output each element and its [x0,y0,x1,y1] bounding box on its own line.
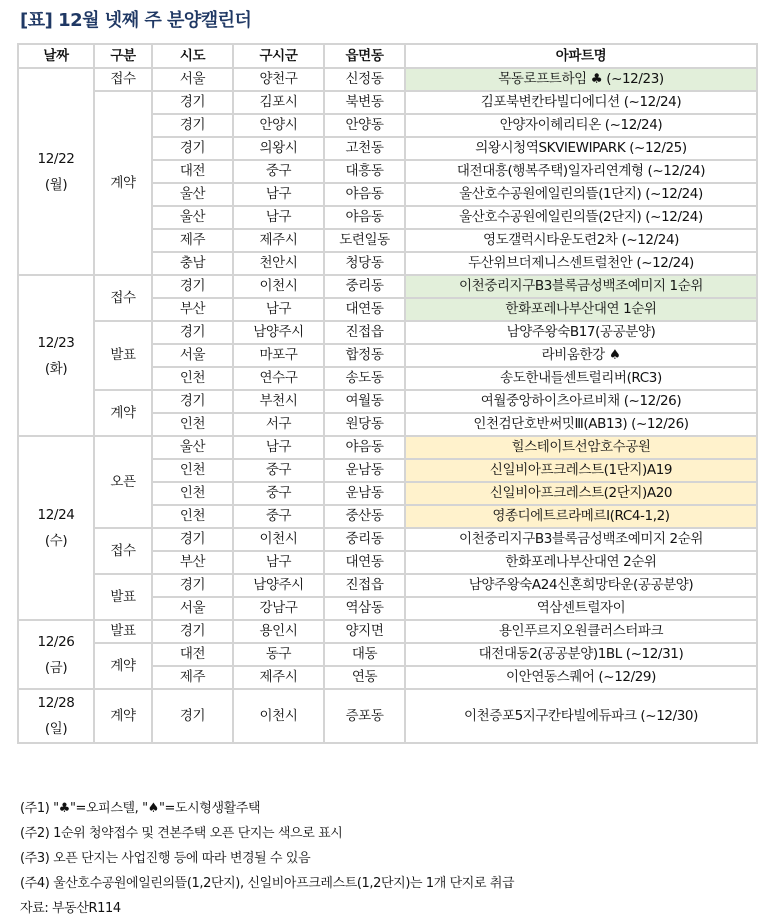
date-label: 12/28 [37,695,75,711]
category-cell: 계약 [94,390,152,436]
sigungu-cell: 남구 [233,551,324,574]
sido-cell: 경기 [152,137,233,160]
sido-cell: 부산 [152,551,233,574]
column-header: 구시군 [233,44,324,68]
sigungu-cell: 이천시 [233,689,324,743]
footnote: (주3) 오픈 단지는 사업진행 등에 따라 변경될 수 있음 [20,851,311,866]
sigungu-cell: 서구 [233,413,324,436]
sido-cell: 인천 [152,482,233,505]
sido-cell: 서울 [152,597,233,620]
column-header: 날짜 [18,44,94,68]
dong-cell: 중산동 [324,505,405,528]
weekday-label: (수) [44,533,68,549]
dong-cell: 원당동 [324,413,405,436]
apartment-name-cell: 이천중리지구B3블록금성백조예미지 1순위 [405,275,757,298]
column-header: 아파트명 [405,44,757,68]
sigungu-cell: 김포시 [233,91,324,114]
dong-cell: 운남동 [324,482,405,505]
apartment-name-cell: 힐스테이트선암호수공원 [405,436,757,459]
dong-cell: 대동 [324,643,405,666]
dong-cell: 청당동 [324,252,405,275]
sigungu-cell: 안양시 [233,114,324,137]
table-row [18,643,757,666]
apartment-name-cell: 두산위브더제니스센트럴천안 (~12/24) [405,252,757,275]
dong-cell: 안양동 [324,114,405,137]
apartment-name-cell: 역삼센트럴자이 [405,597,757,620]
apartment-name-cell: 의왕시청역SKVIEWIPARK (~12/25) [405,137,757,160]
sido-cell: 경기 [152,275,233,298]
date-cell [18,68,94,275]
dong-cell: 송도동 [324,367,405,390]
sido-cell: 경기 [152,620,233,643]
sido-cell: 대전 [152,643,233,666]
footnote: (주1) "♣"=오피스텔, "♠"=도시형생활주택 [20,801,261,816]
date-cell [18,275,94,436]
apartment-name-cell: 대전대동2(공공분양)1BL (~12/31) [405,643,757,666]
dong-cell: 야음동 [324,436,405,459]
sido-cell: 경기 [152,390,233,413]
dong-cell: 양지면 [324,620,405,643]
date-cell [18,620,94,689]
sido-cell: 경기 [152,91,233,114]
apartment-name-cell: 안양자이헤리티온 (~12/24) [405,114,757,137]
dong-cell: 대흥동 [324,160,405,183]
table-row [18,528,757,551]
sido-cell: 경기 [152,321,233,344]
apartment-name-cell: 송도한내들센트럴리버(RC3) [405,367,757,390]
header-row [18,44,757,68]
apartment-name-cell: 신일비아프크레스트(2단지)A20 [405,482,757,505]
sigungu-cell: 강남구 [233,597,324,620]
footnote: (주4) 울산호수공원에일린의뜰(1,2단지), 신일비아프크레스트(1,2단지)는 1개 단지로 취급 [20,876,515,891]
category-cell: 접수 [94,528,152,574]
date-label: 12/22 [37,150,75,167]
sido-cell: 경기 [152,114,233,137]
apartment-name-cell: 남양주왕숙A24신혼희망타운(공공분양) [405,574,757,597]
category-cell: 발표 [94,574,152,620]
sido-cell: 울산 [152,206,233,229]
table-row [18,275,757,298]
source-note: 자료: 부동산R114 [20,901,121,916]
sido-cell: 인천 [152,367,233,390]
sigungu-cell: 용인시 [233,620,324,643]
dong-cell: 야음동 [324,206,405,229]
apartment-name-cell: 용인푸르지오원클러스터파크 [405,620,757,643]
dong-cell: 중리동 [324,528,405,551]
sido-cell: 경기 [152,689,233,743]
sido-cell: 제주 [152,666,233,689]
category-cell: 접수 [94,275,152,321]
sigungu-cell: 남구 [233,206,324,229]
column-header: 구분 [94,44,152,68]
sido-cell: 인천 [152,459,233,482]
category-cell: 오픈 [94,436,152,528]
dong-cell: 진접읍 [324,574,405,597]
dong-cell: 여월동 [324,390,405,413]
sigungu-cell: 동구 [233,643,324,666]
column-header: 시도 [152,44,233,68]
sido-cell: 인천 [152,413,233,436]
date-label: 12/23 [37,334,75,351]
footnotes [20,796,514,921]
sido-cell: 경기 [152,574,233,597]
apartment-name-cell: 인천검단호반써밋Ⅲ(AB13) (~12/26) [405,413,757,436]
sido-cell: 서울 [152,68,233,91]
category-cell: 발표 [94,620,152,643]
sido-cell: 인천 [152,505,233,528]
apartment-name-cell: 이천중리지구B3블록금성백조예미지 2순위 [405,528,757,551]
category-cell: 계약 [94,91,152,275]
sido-cell: 서울 [152,344,233,367]
sigungu-cell: 중구 [233,482,324,505]
category-cell: 계약 [94,643,152,689]
sigungu-cell: 이천시 [233,275,324,298]
apartment-name-cell: 대전대흥(행복주택)일자리연계형 (~12/24) [405,160,757,183]
dong-cell: 운남동 [324,459,405,482]
weekday-label: (월) [44,176,68,193]
apartment-name-cell: 라비움한강 ♠ [405,344,757,367]
dong-cell: 대연동 [324,551,405,574]
sido-cell: 충남 [152,252,233,275]
sido-cell: 부산 [152,298,233,321]
dong-cell: 역삼동 [324,597,405,620]
category-cell: 발표 [94,321,152,390]
sigungu-cell: 제주시 [233,666,324,689]
sido-cell: 경기 [152,528,233,551]
category-cell: 접수 [94,68,152,91]
dong-cell: 야음동 [324,183,405,206]
sigungu-cell: 중구 [233,505,324,528]
date-label: 12/26 [37,633,75,650]
apartment-name-cell: 신일비아프크레스트(1단지)A19 [405,459,757,482]
sido-cell: 울산 [152,183,233,206]
dong-cell: 대연동 [324,298,405,321]
apartment-name-cell: 목동로프트하임 ♣ (~12/23) [405,68,757,91]
date-cell [18,436,94,620]
sigungu-cell: 남양주시 [233,574,324,597]
sigungu-cell: 연수구 [233,367,324,390]
column-header: 읍면동 [324,44,405,68]
table-row [18,436,757,459]
dong-cell: 북변동 [324,91,405,114]
footnote: (주2) 1순위 청약접수 및 견본주택 오픈 단지는 색으로 표시 [20,826,343,841]
table-row [18,390,757,413]
sigungu-cell: 중구 [233,459,324,482]
sigungu-cell: 의왕시 [233,137,324,160]
apartment-name-cell: 이안연동스퀘어 (~12/29) [405,666,757,689]
dong-cell: 신정동 [324,68,405,91]
subscription-calendar-table [17,43,758,744]
dong-cell: 진접읍 [324,321,405,344]
table-row [18,689,757,743]
weekday-label: (금) [44,659,68,676]
page-title: [표] 12월 넷째 주 분양캘린더 [20,10,252,31]
table-row [18,91,757,114]
apartment-name-cell: 남양주왕숙B17(공공분양) [405,321,757,344]
table-row [18,620,757,643]
dong-cell: 중리동 [324,275,405,298]
apartment-name-cell: 울산호수공원에일린의뜰(2단지) (~12/24) [405,206,757,229]
apartment-name-cell: 영도갤럭시타운도련2차 (~12/24) [405,229,757,252]
sigungu-cell: 남양주시 [233,321,324,344]
sido-cell: 울산 [152,436,233,459]
sigungu-cell: 양천구 [233,68,324,91]
sigungu-cell: 중구 [233,160,324,183]
sigungu-cell: 천안시 [233,252,324,275]
apartment-name-cell: 한화포레나부산대연 1순위 [405,298,757,321]
weekday-label: (일) [44,721,68,737]
apartment-name-cell: 이천증포5지구칸타빌에듀파크 (~12/30) [405,689,757,743]
sigungu-cell: 제주시 [233,229,324,252]
dong-cell: 연동 [324,666,405,689]
dong-cell: 고천동 [324,137,405,160]
sigungu-cell: 남구 [233,183,324,206]
dong-cell: 도련일동 [324,229,405,252]
weekday-label: (화) [44,360,68,377]
sigungu-cell: 부천시 [233,390,324,413]
dong-cell: 합정동 [324,344,405,367]
table-row [18,321,757,344]
apartment-name-cell: 울산호수공원에일린의뜰(1단지) (~12/24) [405,183,757,206]
dong-cell: 증포동 [324,689,405,743]
sido-cell: 제주 [152,229,233,252]
apartment-name-cell: 김포북변칸타빌디에디션 (~12/24) [405,91,757,114]
date-cell [18,689,94,743]
date-label: 12/24 [37,507,75,523]
table-row [18,574,757,597]
apartment-name-cell: 영종디에트르라메르Ⅰ(RC4-1,2) [405,505,757,528]
category-cell: 계약 [94,689,152,743]
apartment-name-cell: 여월중앙하이츠아르비채 (~12/26) [405,390,757,413]
sigungu-cell: 남구 [233,436,324,459]
sido-cell: 대전 [152,160,233,183]
apartment-name-cell: 한화포레나부산대연 2순위 [405,551,757,574]
table-row [18,68,757,91]
sigungu-cell: 남구 [233,298,324,321]
sigungu-cell: 이천시 [233,528,324,551]
sigungu-cell: 마포구 [233,344,324,367]
